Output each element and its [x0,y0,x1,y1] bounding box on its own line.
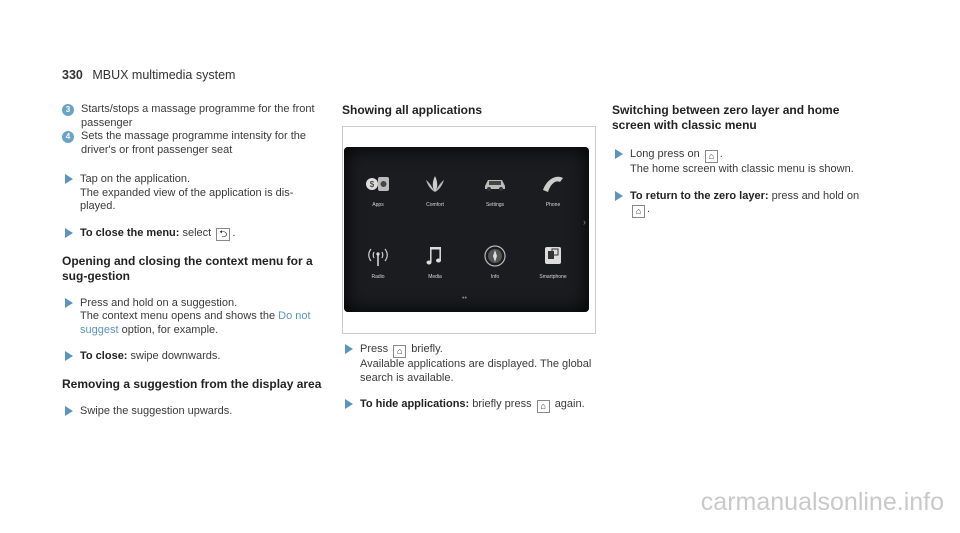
step-text: briefly. [411,343,443,355]
app-tile-apps[interactable] [353,172,403,208]
arrow-icon [65,228,73,238]
app-label: Info [490,274,500,280]
instruction-step [342,343,600,385]
info-icon [482,244,508,268]
step-result: The context menu opens and shows the [80,310,276,322]
arrow-icon [65,406,73,416]
column-middle-steps [342,343,600,413]
app-label: Radio [371,274,385,280]
step-text: Long press on [630,148,700,160]
section-heading: Switching between zero layer and home screen with classic menu [612,103,840,132]
page-number: 330 [62,68,83,82]
arrow-icon [345,344,353,354]
home-icon: ⌂ [393,345,406,358]
list-item-text: Sets the massage programme intensity for the driver's or front passenger seat [81,130,306,156]
instruction-step [342,398,600,413]
step-text: press and hold on [771,189,860,202]
callout-number: 4 [62,131,74,143]
music-icon [422,244,448,268]
section-heading: Opening and closing the context menu for a sug-gestion [62,253,313,283]
column-right [612,103,872,218]
step-result: Available applications are displayed. The global search is available. [360,358,592,384]
app-tile-phone[interactable] [528,172,578,208]
section-heading: Removing a suggestion from the display area [62,376,322,391]
step-text: Press and hold on a suggestion. [80,296,238,309]
home-icon: ⌂ [705,150,718,163]
app-label: Apps [372,202,384,208]
instruction-step [62,173,327,214]
step-text: swipe downwards. [130,350,221,362]
app-label: Media [428,274,442,280]
list-item [62,130,327,157]
arrow-icon [615,149,623,159]
app-tile-settings[interactable] [470,172,520,208]
back-icon: ⮌ [216,228,230,241]
step-label: To return to the zero layer: [630,189,769,202]
instruction-step [62,405,327,419]
arrow-icon [345,399,353,409]
app-tile-radio[interactable] [353,244,403,280]
instruction-step: To close the menu: select ⮌ . [62,227,327,241]
instruction-step [62,350,327,364]
step-text: Tap on the application. [80,173,191,185]
instruction-step: To return to the zero layer: press and hold on ⌂ . [612,190,872,219]
instruction-step: Long press on ⌂ . The home screen with classic menu is shown. [612,148,872,177]
step-result: The expanded view of the application is dis-played. [80,186,294,212]
page-title: MBUX multimedia system [92,68,236,82]
lotus-icon [422,172,448,196]
do-not-suggest-link[interactable]: Do not suggest [80,310,311,336]
phone-icon [540,172,566,196]
arrow-icon [65,298,73,308]
app-screen-figure [344,147,589,312]
app-tile-comfort[interactable] [410,172,460,208]
radio-icon [365,244,391,268]
instruction-step [62,297,327,338]
step-label: To hide applications: [360,398,470,410]
car-icon [482,172,508,196]
smartphone-icon [540,244,566,268]
step-text: option, for example. [121,323,219,336]
step-text: Swipe the suggestion upwards. [80,404,233,417]
app-label: Comfort [426,202,444,208]
watermark: carmanualsonline.info [700,488,944,516]
chevron-right-icon[interactable]: › [583,217,586,227]
app-tile-media[interactable] [410,244,460,280]
section-heading: Showing all applications [342,103,483,117]
step-result: The home screen with classic menu is shown. [630,163,854,175]
app-label: Smartphone [539,274,567,280]
app-label: Phone [545,202,561,208]
home-icon: ⌂ [632,205,645,218]
app-label: Settings [485,202,505,208]
step-label: To close the menu: [80,226,180,239]
step-text: again. [554,398,585,410]
step-text: briefly press [472,398,532,410]
arrow-icon [65,174,73,184]
page-dots: •• [462,295,467,302]
app-tile-smartphone[interactable] [528,244,578,280]
callout-number: 3 [62,104,74,116]
step-label: To close: [80,350,128,362]
step-text: select [182,226,212,239]
home-icon: ⌂ [537,400,550,413]
column-middle [342,103,600,118]
list-item-text: Starts/stops a massage programme for the front passenger [81,103,315,129]
app-tile-info[interactable] [470,244,520,280]
svg-text:$: $ [369,180,375,189]
list-item [62,103,327,130]
page-header [62,68,235,82]
arrow-icon [65,351,73,361]
step-text: Press [360,343,389,355]
arrow-icon [615,191,623,201]
column-left [62,103,327,418]
apps-icon [365,172,391,196]
